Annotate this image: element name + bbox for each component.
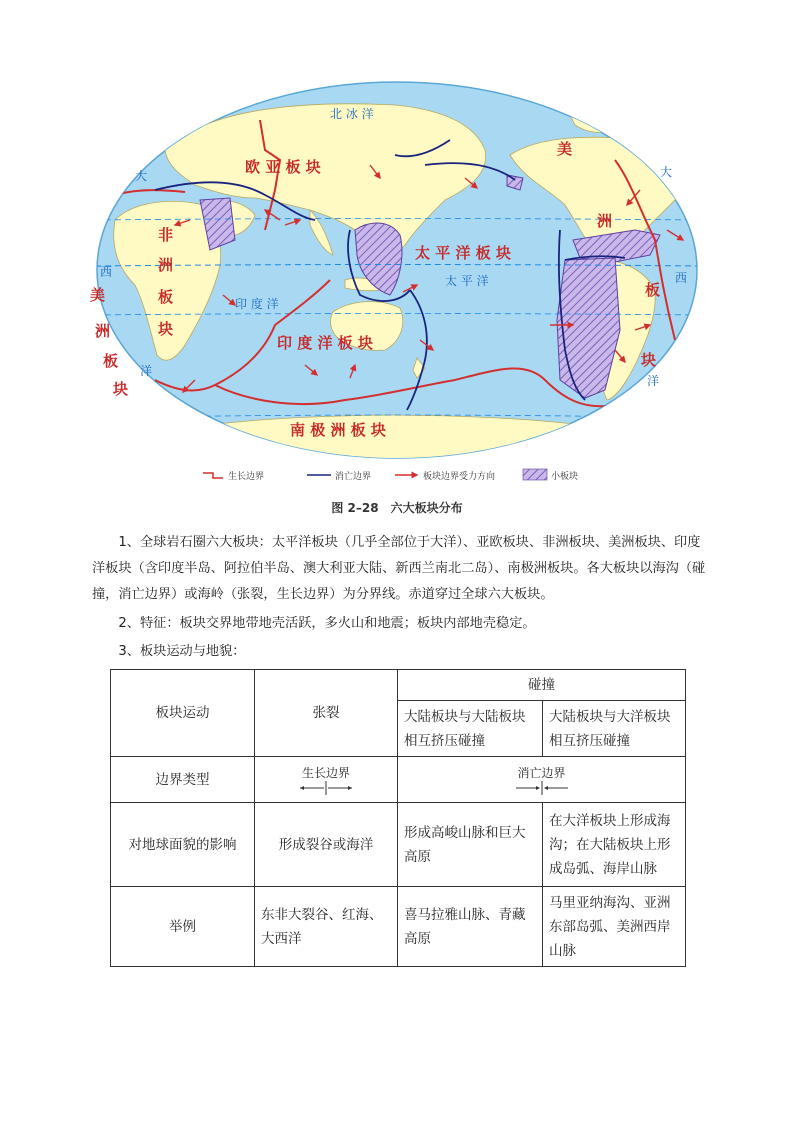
cell-landform-spreading: 形成裂谷或海洋 <box>255 803 398 887</box>
label-arctic-ocean: 北 冰 洋 <box>330 107 374 121</box>
label-american-plate-l1: 美 <box>90 286 106 304</box>
legend-force: 板块边界受力方向 <box>423 472 496 482</box>
cell-landform-co: 在大洋板块上形成海沟；在大陆板块上形成岛弧、海岸山脉 <box>543 803 686 887</box>
label-atlantic-left-1: 西 <box>100 265 113 279</box>
cell-example-spreading: 东非大裂谷、红海、大西洋 <box>255 887 398 967</box>
label-american-plate-r4: 块 <box>641 351 657 369</box>
label-atlantic-left-top: 大 <box>135 169 148 183</box>
row-landform: 对地球面貌的影响 <box>111 803 255 887</box>
map-legend <box>190 466 610 482</box>
cell-example-co: 马里亚纳海沟、亚洲东部岛弧、美洲西岸山脉 <box>543 887 686 967</box>
label-atlantic-right-1: 大 <box>660 165 673 179</box>
label-pacific-ocean: 太 平 洋 <box>445 274 489 288</box>
legend-spreading: 生长边界 <box>228 472 265 482</box>
label-pacific-plate: 太 平 洋 板 块 <box>415 244 511 262</box>
paragraph-motion: 3、板块运动与地貌： <box>118 644 246 659</box>
header-continent-ocean: 大陆板块与大洋板块相互挤压碰撞 <box>543 701 686 757</box>
growth-boundary-symbol <box>294 781 358 795</box>
label-antarctic-plate: 南 极 洲 板 块 <box>290 421 386 439</box>
label-eurasian-plate: 欧 亚 板 块 <box>245 158 321 176</box>
cell-landform-cc: 形成高峻山脉和巨大高原 <box>398 803 543 887</box>
paragraph-features: 2、特征：板块交界地带地壳活跃，多火山和地震；板块内部地壳稳定。 <box>118 616 536 631</box>
label-atlantic-left-2: 洋 <box>140 364 153 378</box>
label-indian-plate: 印 度 洋 板 块 <box>277 334 373 352</box>
label-atlantic-right-3: 洋 <box>647 374 660 388</box>
header-motion: 板块运动 <box>111 670 255 757</box>
label-indian-ocean: 印 度 洋 <box>235 297 279 311</box>
label-american-plate-r3: 板 <box>645 281 661 299</box>
header-continent-continent: 大陆板块与大陆板块相互挤压碰撞 <box>398 701 543 757</box>
row-boundary-type: 边界类型 <box>111 757 255 803</box>
label-african-plate-4: 块 <box>158 320 174 338</box>
label-american-plate-l4: 块 <box>113 380 129 398</box>
label-american-plate-r2: 洲 <box>597 212 613 230</box>
label-american-plate-r1: 美 <box>557 140 573 158</box>
paragraph-plates: 1、全球岩石圈六大板块：太平洋板块（几乎全部位于大洋）、亚欧板块、非洲板块、美洲板块、印度洋板块（含印度半岛、阿拉伯半岛、澳大利亚大陆、新西兰南北二岛）、南极洲板块。各大板块以海沟（碰撞，消亡边界）或海岭（张裂，生长边界）为分界线。赤道穿过全球六大板块。 <box>92 535 706 602</box>
label-atlantic-right-2: 西 <box>675 271 688 285</box>
legend-microplate: 小板块 <box>551 472 579 482</box>
plate-map <box>90 80 700 490</box>
figure-caption: 图 2–28 六大板块分布 <box>331 501 463 515</box>
label-african-plate-1: 非 <box>158 226 174 244</box>
header-collision: 碰撞 <box>398 670 686 701</box>
growth-boundary-label: 生长边界 <box>301 765 350 780</box>
label-african-plate-2: 洲 <box>158 256 174 274</box>
label-african-plate-3: 板 <box>158 288 174 306</box>
plate-motion-table <box>110 669 686 967</box>
label-american-plate-l2: 洲 <box>95 322 111 340</box>
consume-boundary-symbol <box>510 781 574 795</box>
cell-consume-boundary <box>398 757 686 803</box>
header-spreading: 张裂 <box>255 670 398 757</box>
cell-growth-boundary <box>255 757 398 803</box>
label-american-plate-l3: 板 <box>103 352 119 370</box>
cell-example-cc: 喜马拉雅山脉、青藏高原 <box>398 887 543 967</box>
legend-subduction: 消亡边界 <box>335 472 372 482</box>
consume-boundary-label: 消亡边界 <box>517 765 566 780</box>
row-example: 举例 <box>111 887 255 967</box>
